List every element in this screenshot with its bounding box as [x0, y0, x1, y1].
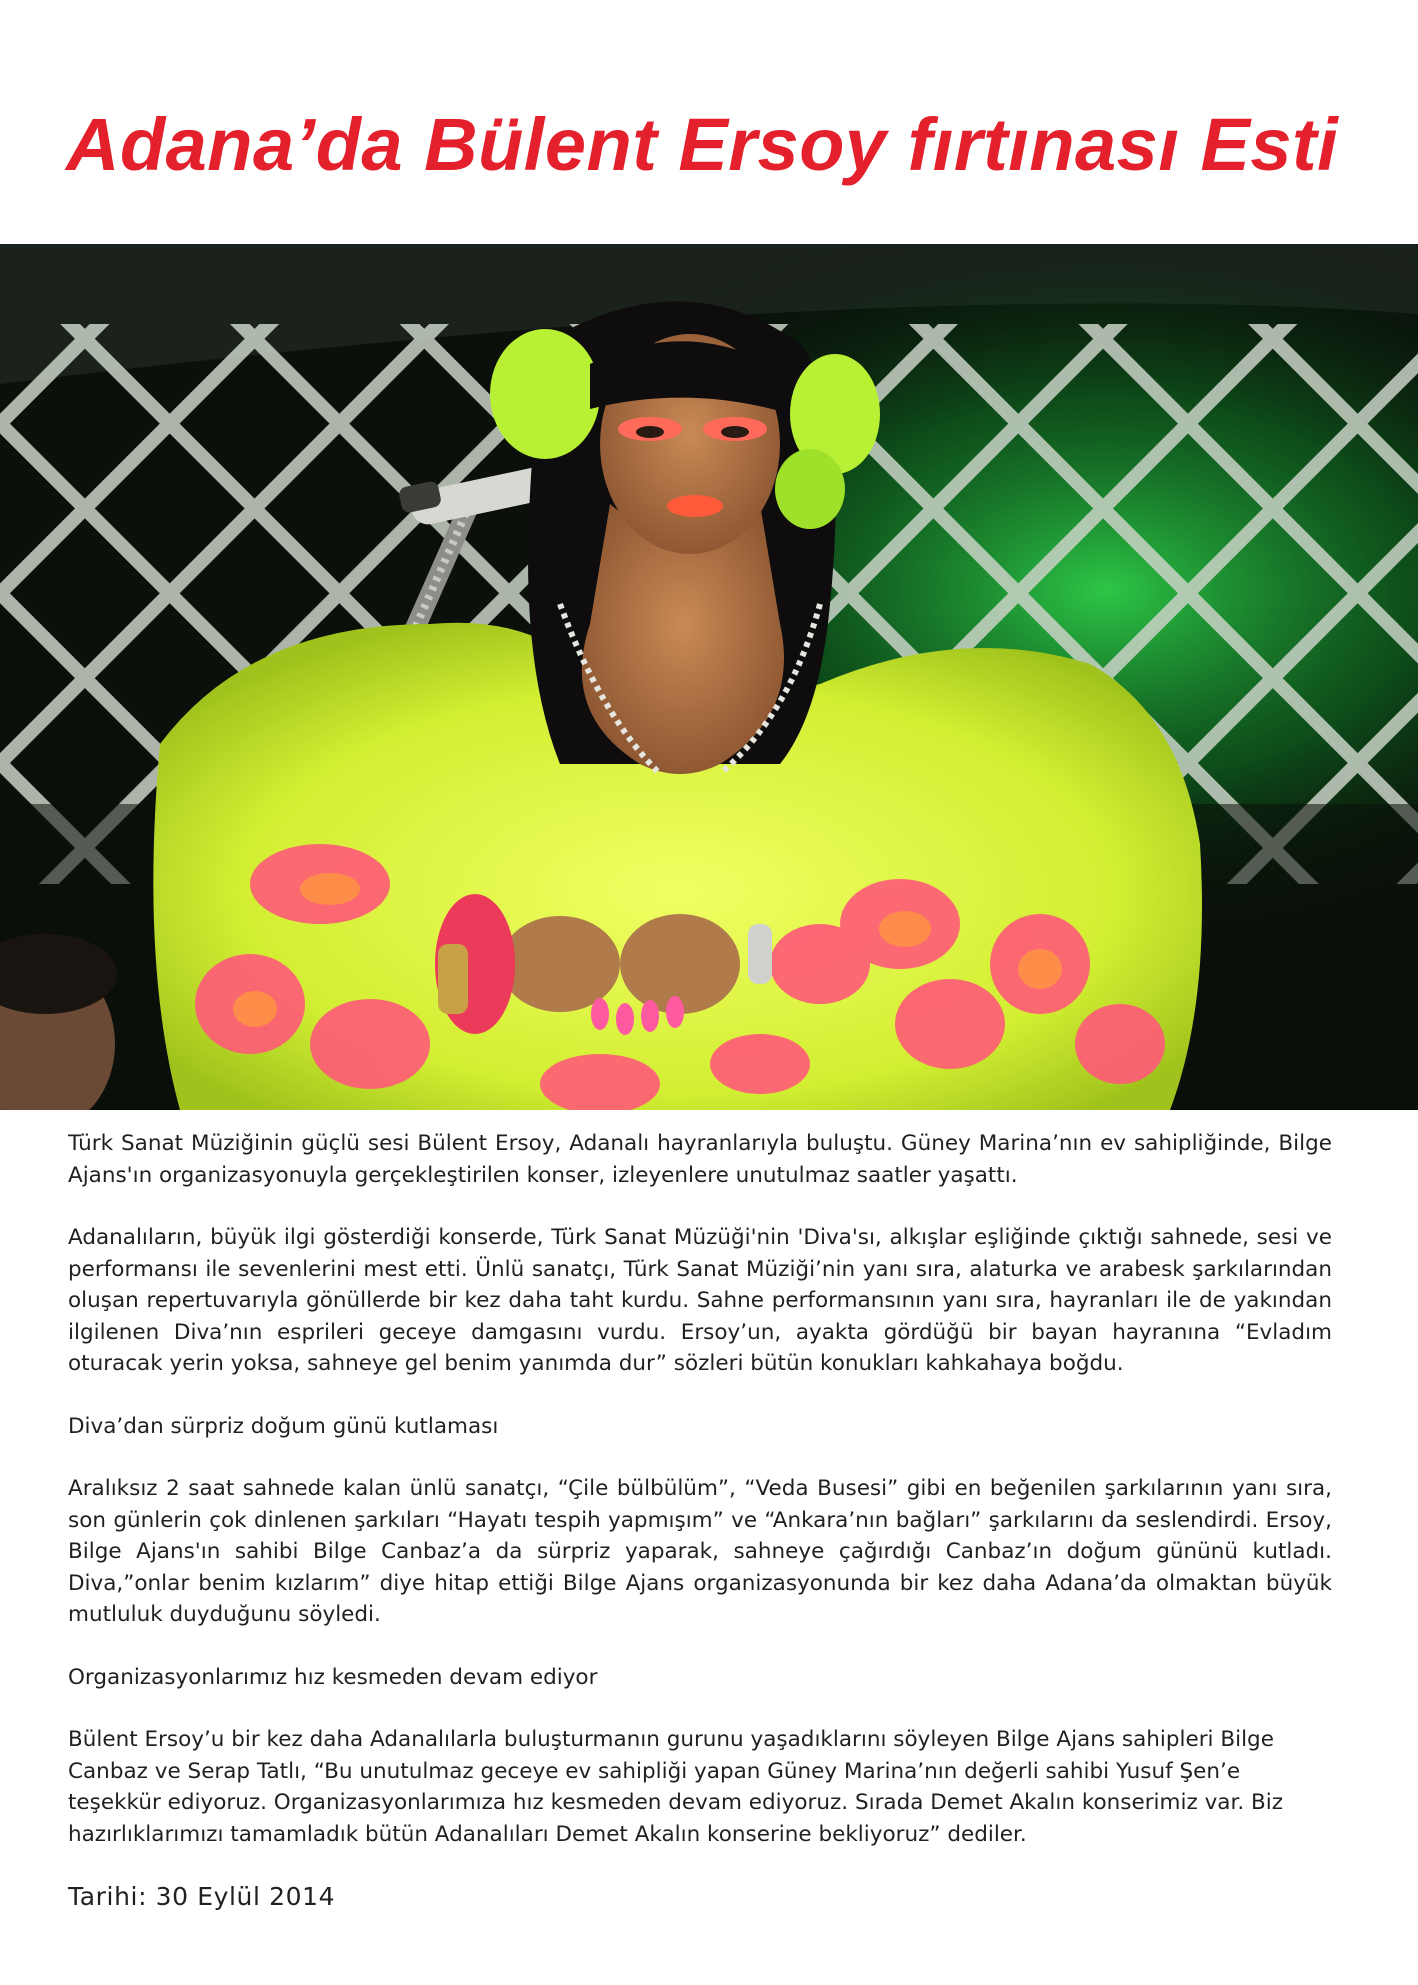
concert-photo: [0, 244, 1418, 1110]
article-paragraph: Adanalıların, büyük ilgi gösterdiği konserde, Türk Sanat Müzüği'nin 'Diva'sı, alkışlar eşliğinde çıktığı sahnede, sesi ve performansı ile sevenlerini mest etti. Ünlü sanatçı, Türk Sanat Müziği’nin yanı sıra, alaturka ve arabesk şarkılarından oluşan repertuvarıyla gönüllerde bir kez daha taht kurdu. Sahne performansının yanı sıra, hayranları ile de yakından ilgilenen Diva’nın esprileri geceye damgasını vurdu. Ersoy’un, ayakta gördüğü bir bayan hayranına “Evladım oturacak yerin yoksa, sahneye gel benim yanımda dur” sözleri bütün konukları kahkahaya boğdu.: [68, 1225, 1332, 1376]
article-date: Tarihi: 30 Eylül 2014: [68, 1882, 336, 1911]
article-paragraph: Türk Sanat Müziğinin güçlü sesi Bülent Ersoy, Adanalı hayranlarıyla buluştu. Güney Marina’nın ev sahipliğinde, Bilge Ajans'ın organizasyonuyla gerçekleştirilen konser, izleyenlere unutulmaz saatler yaşattı.: [68, 1131, 1332, 1188]
article-headline: Adana’da Bülent Ersoy fırtınası Esti: [66, 103, 1339, 186]
article-paragraph: Aralıksız 2 saat sahnede kalan ünlü sanatçı, “Çile bülbülüm”, “Veda Busesi” gibi en beğenilen şarkılarının yanı sıra, son günlerin çok dinlenen şarkıları “Hayatı tespih yapmışım” ve “Ankara’nın bağları” şarkılarını da seslendirdi. Ersoy, Bilge Ajans'ın sahibi Bilge Canbaz’a da sürpriz yaparak, sahneye çağırdığı Canbaz’ın doğum gününü kutladı. Diva,”onlar benim kızlarım” diye hitap ettiği Bilge Ajans organizasyonunda bir kez daha Adana’da olmaktan büyük mutluluk duyduğunu söyledi.: [68, 1476, 1332, 1627]
article-subheading: Diva’dan sürpriz doğum günü kutlaması: [68, 1413, 499, 1439]
article-subheading: Organizasyonlarımız hız kesmeden devam ediyor: [68, 1664, 598, 1690]
article-body: [68, 1128, 1332, 1913]
article-paragraph: Bülent Ersoy’u bir kez daha Adanalılarla buluşturmanın gurunu yaşadıklarını söyleyen Bilge Ajans sahipleri Bilge Canbaz ve Serap Tatlı, “Bu unutulmaz geceye ev sahipliği yapan Güney Marina’nın değerli sahibi Yusuf Şen’e teşekkür ediyoruz. Organizasyonlarımıza hız kesmeden devam ediyoruz. Sırada Demet Akalın konserimiz var. Biz hazırlıklarımızı tamamladık bütün Adanalıları Demet Akalın konserine bekliyoruz” dediler.: [68, 1727, 1284, 1847]
